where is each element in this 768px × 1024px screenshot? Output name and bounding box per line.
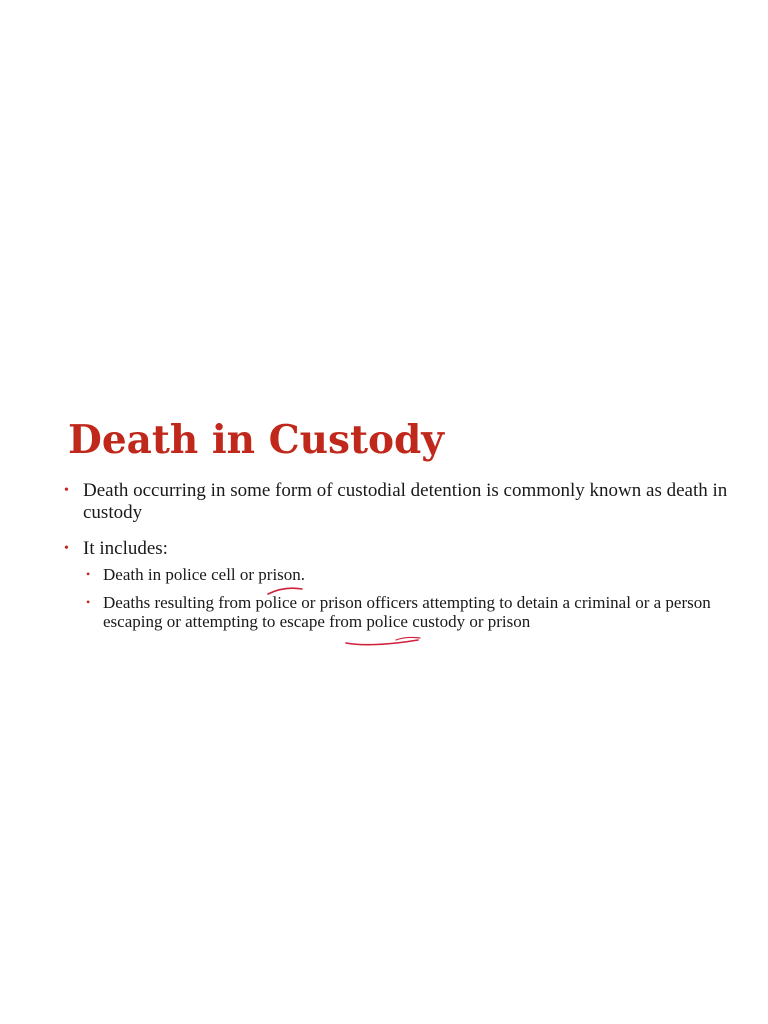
bullet-dot-icon: • (64, 483, 69, 498)
slide-title: Death in Custody (68, 417, 444, 463)
bullet-dot-icon: • (86, 595, 91, 609)
bullet-text: Death occurring in some form of custodial detention is commonly known as death in custody (83, 480, 728, 523)
bullet-list (64, 480, 744, 645)
sub-bullet-item (86, 565, 744, 584)
bullet-item (64, 480, 744, 524)
bullet-text: It includes: (83, 538, 168, 559)
bullet-dot-icon: • (64, 541, 69, 556)
sub-bullet-text: Deaths resulting from police or prison officers attempting to detain a criminal or a person escaping or attempting to escape from police custody or prison (103, 593, 711, 631)
sub-bullet-text: Death in police cell or prison. (103, 565, 306, 584)
sub-bullet-list (86, 565, 744, 631)
bullet-dot-icon: • (86, 567, 91, 581)
sub-bullet-item (86, 593, 744, 631)
bullet-item (64, 538, 744, 631)
